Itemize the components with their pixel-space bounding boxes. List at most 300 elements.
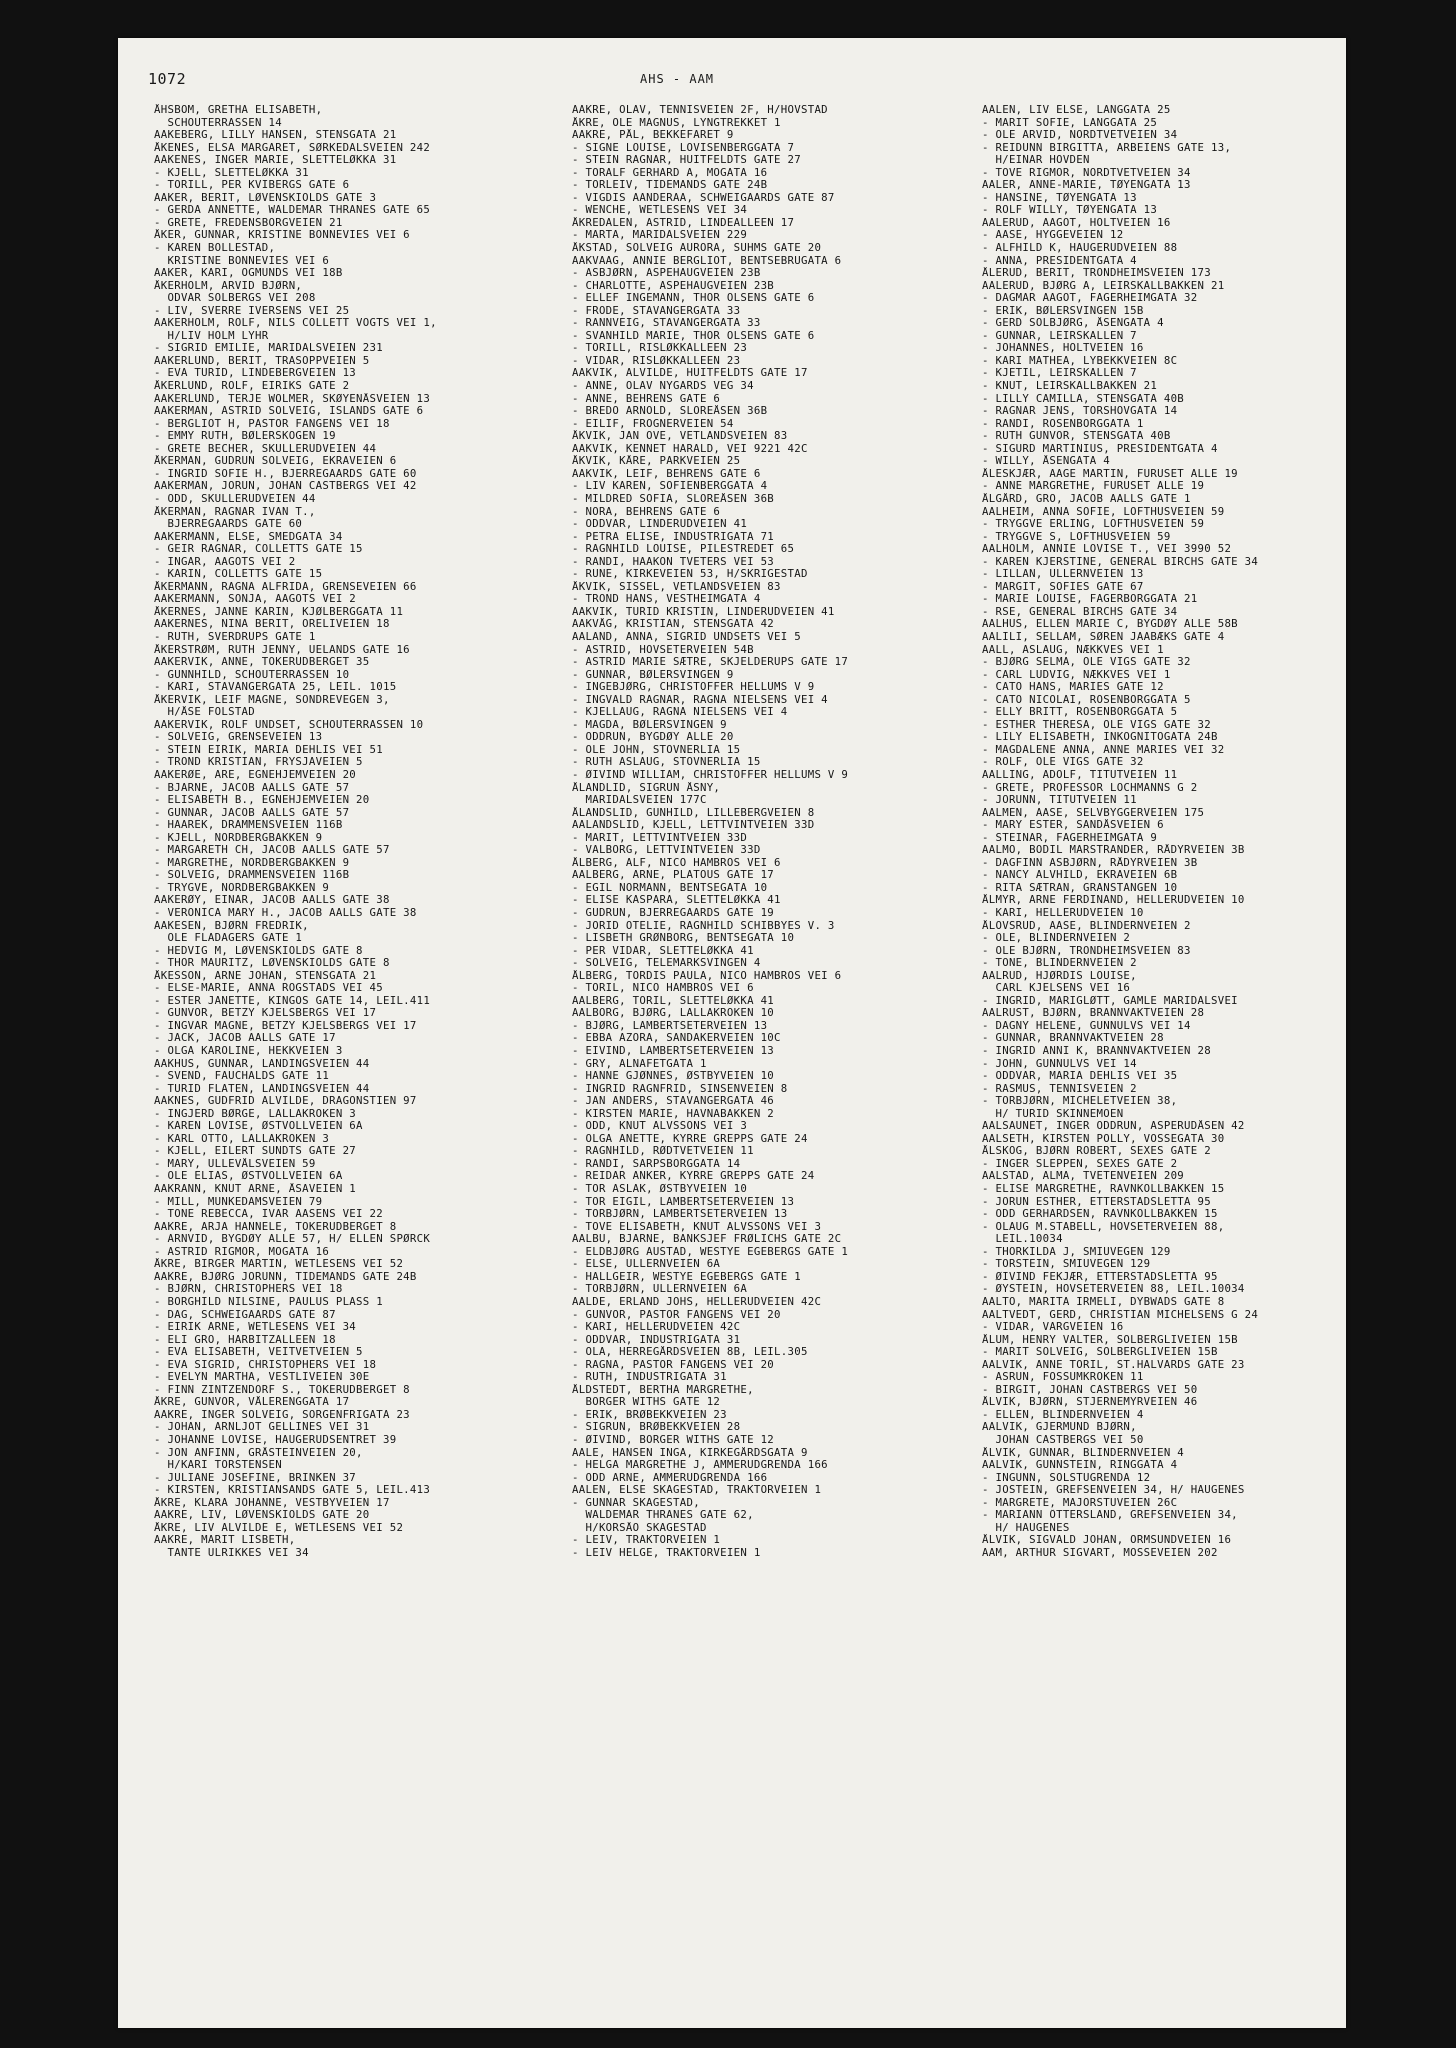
directory-entry: - AASE, HYGGEVEIEN 12 bbox=[982, 229, 1124, 242]
directory-entry: AALBU, BJARNE, BANKSJEF FRØLICHS GATE 2C bbox=[572, 1233, 842, 1246]
directory-entry: - KAREN LOVISE, ØSTVOLLVEIEN 6A bbox=[154, 1120, 363, 1133]
directory-entry: H/EINAR HOVDEN bbox=[982, 154, 1090, 167]
directory-entry: AALTVEDT, GERD, CHRISTIAN MICHELSENS G 24 bbox=[982, 1308, 1259, 1321]
directory-entry: - KJETIL, LEIRSKALLEN 7 bbox=[982, 367, 1137, 380]
directory-entry: ÅKRE, GUNVOR, VÅLERENGGATA 17 bbox=[154, 1396, 350, 1409]
directory-entry: - INGJERD BØRGE, LALLAKROKEN 3 bbox=[154, 1107, 357, 1120]
directory-entry: ÅKERMAN, GUDRUN SOLVEIG, EKRAVEIEN 6 bbox=[154, 455, 397, 468]
directory-entry: - PER VIDAR, SLETTELØKKA 41 bbox=[572, 944, 754, 957]
directory-entry: - VIGDIS AANDERAA, SCHWEIGAARDS GATE 87 bbox=[572, 191, 835, 204]
directory-entry: AAKHUS, GUNNAR, LANDINGSVEIEN 44 bbox=[154, 1057, 370, 1070]
directory-entry: - BJARNE, JACOB AALLS GATE 57 bbox=[154, 781, 350, 794]
directory-entry: ÅLVIK, GUNNAR, BLINDERNVEIEN 4 bbox=[982, 1446, 1185, 1459]
directory-entry: - FRODE, STAVANGERGATA 33 bbox=[572, 304, 741, 317]
directory-entry: AAKVÅG, KRISTIAN, STENSGATA 42 bbox=[572, 618, 775, 631]
directory-entry: - ELLY BRITT, ROSENBORGGATA 5 bbox=[982, 706, 1178, 719]
directory-entry: - ODDVAR, MARIA DEHLIS VEI 35 bbox=[982, 1070, 1178, 1083]
directory-entry: - RUNE, KIRKEVEIEN 53, H/SKRIGESTAD bbox=[572, 568, 808, 581]
directory-entry: ÅKERVIK, LEIF MAGNE, SONDREVEGEN 3, bbox=[154, 693, 390, 706]
directory-entry: ÅLERUD, BERIT, TRONDHEIMSVEIEN 173 bbox=[982, 267, 1211, 280]
directory-entry: - ANNE MARGRETHE, FURUSET ALLE 19 bbox=[982, 480, 1205, 493]
directory-entry: - TOR ASLAK, ØSTBYVEIEN 10 bbox=[572, 1183, 748, 1196]
directory-entry: - EVA TURID, LINDEBERGVEIEN 13 bbox=[154, 367, 357, 380]
directory-entry: - JOHN, GUNNULVS VEI 14 bbox=[982, 1057, 1137, 1070]
directory-entry: H/ TURID SKINNEMOEN bbox=[982, 1107, 1124, 1120]
directory-entry: AALBERG, TORIL, SLETTELØKKA 41 bbox=[572, 994, 775, 1007]
directory-entry: - ROLF, OLE VIGS GATE 32 bbox=[982, 756, 1144, 769]
directory-entry: AAKERØE, ARE, EGNEHJEMVEIEN 20 bbox=[154, 768, 357, 781]
directory-entry: - GRETE, FREDENSBORGVEIEN 21 bbox=[154, 216, 343, 229]
directory-entry: ÅLSKOG, BJØRN ROBERT, SEXES GATE 2 bbox=[982, 1145, 1211, 1158]
directory-entry: AALSETH, KIRSTEN POLLY, VOSSEGATA 30 bbox=[982, 1132, 1225, 1145]
directory-entry: - KNUT, LEIRSKALLBAKKEN 21 bbox=[982, 380, 1158, 393]
directory-entry: ÅKREDALEN, ASTRID, LINDEALLEEN 17 bbox=[572, 216, 795, 229]
directory-entry: - CHARLOTTE, ASPEHAUGVEIEN 23B bbox=[572, 279, 775, 292]
directory-entry: ÅKVIK, SISSEL, VETLANDSVEIEN 83 bbox=[572, 580, 781, 593]
directory-entry: ÅLVIK, SIGVALD JOHAN, ORMSUNDVEIEN 16 bbox=[982, 1534, 1232, 1547]
directory-entry: - TORILL, PER KVIBERGS GATE 6 bbox=[154, 179, 350, 192]
directory-entry: AAKRANN, KNUT ARNE, ÅSAVEIEN 1 bbox=[154, 1183, 357, 1196]
directory-entry: AAKVIK, TURID KRISTIN, LINDERUDVEIEN 41 bbox=[572, 605, 835, 618]
directory-entry: - DAGFINN ASBJØRN, RÅDYRVEIEN 3B bbox=[982, 856, 1198, 869]
directory-entry: AALTO, MARITA IRMELI, DYBWADS GATE 8 bbox=[982, 1295, 1225, 1308]
directory-entry: - TROND HANS, VESTHEIMGATA 4 bbox=[572, 593, 761, 606]
directory-entry: - VIDAR, VARGVEIEN 16 bbox=[982, 1321, 1124, 1334]
directory-entry: - TORIL, NICO HAMBROS VEI 6 bbox=[572, 982, 754, 995]
directory-entry: AALSAUNET, INGER ODDRUN, ASPERUDÅSEN 42 bbox=[982, 1120, 1245, 1133]
directory-entry: - KARI MATHEA, LYBEKKVEIEN 8C bbox=[982, 354, 1178, 367]
directory-entry: AALAND, ANNA, SIGRID UNDSETS VEI 5 bbox=[572, 630, 801, 643]
directory-entry: - RANDI, SARPSBORGGATA 14 bbox=[572, 1157, 741, 1170]
directory-entry: CARL KJELSENS VEI 16 bbox=[982, 982, 1131, 995]
directory-entry: - ANNE, BEHRENS GATE 6 bbox=[572, 392, 721, 405]
directory-entry: - ASRUN, FOSSUMKROKEN 11 bbox=[982, 1371, 1144, 1384]
directory-entry: - BREDO ARNOLD, SLOREÅSEN 36B bbox=[572, 405, 768, 418]
directory-entry: - RAGNHILD LOUISE, PILESTREDET 65 bbox=[572, 543, 795, 556]
directory-entry: - HANSINE, TØYENGATA 13 bbox=[982, 191, 1137, 204]
column-2 bbox=[572, 104, 972, 1559]
directory-entry: - KJELL, NORDBERGBAKKEN 9 bbox=[154, 831, 323, 844]
directory-entry: AAKEBERG, LILLY HANSEN, STENSGATA 21 bbox=[154, 129, 397, 142]
directory-entry: AAKVIK, KENNET HARALD, VEI 9221 42C bbox=[572, 442, 808, 455]
directory-entry: - INGRID, MARIGLØTT, GAMLE MARIDALSVEI bbox=[982, 994, 1238, 1007]
directory-entry: - MARY, ULLEVÅLSVEIEN 59 bbox=[154, 1157, 316, 1170]
directory-entry: - JOSTEIN, GREFSENVEIEN 34, H/ HAUGENES bbox=[982, 1484, 1245, 1497]
directory-entry: - SIGRUN, BRØBEKKVEIEN 28 bbox=[572, 1421, 741, 1434]
directory-entry: ÅLANDLID, SIGRUN ÅSNY, bbox=[572, 781, 721, 794]
directory-entry: ÅKRE, OLE MAGNUS, LYNGTREKKET 1 bbox=[572, 116, 781, 129]
directory-entry: - ELSE, ULLERNVEIEN 6A bbox=[572, 1258, 721, 1271]
directory-entry: AALHUS, ELLEN MARIE C, BYGDØY ALLE 58B bbox=[982, 618, 1238, 631]
directory-entry: - INGRID ANNI K, BRANNVAKTVEIEN 28 bbox=[982, 1045, 1211, 1058]
directory-entry: - RUTH, SVERDRUPS GATE 1 bbox=[154, 630, 316, 643]
directory-entry: - RITA SÆTRAN, GRANSTANGEN 10 bbox=[982, 881, 1178, 894]
directory-entry: LEIL.10034 bbox=[982, 1233, 1063, 1246]
directory-entry: - TONE, BLINDERNVEIEN 2 bbox=[982, 957, 1137, 970]
directory-entry: - GRETE, PROFESSOR LOCHMANNS G 2 bbox=[982, 781, 1198, 794]
directory-entry: AAKERVIK, ROLF UNDSET, SCHOUTERRASSEN 10 bbox=[154, 718, 424, 731]
directory-entry: AAKRE, ARJA HANNELE, TOKERUDBERGET 8 bbox=[154, 1220, 397, 1233]
directory-entry: AAKESEN, BJØRN FREDRIK, bbox=[154, 919, 309, 932]
directory-entry: - ELISE MARGRETHE, RAVNKOLLBAKKEN 15 bbox=[982, 1183, 1225, 1196]
directory-entry: - ASTRID MARIE SÆTRE, SKJELDERUPS GATE 17 bbox=[572, 656, 849, 669]
directory-entry: OLE FLADAGERS GATE 1 bbox=[154, 932, 303, 945]
directory-entry: - GEIR RAGNAR, COLLETTS GATE 15 bbox=[154, 543, 363, 556]
directory-entry: AALDE, ERLAND JOHS, HELLERUDVEIEN 42C bbox=[572, 1295, 822, 1308]
directory-entry: - GUDRUN, BJERREGAARDS GATE 19 bbox=[572, 907, 775, 919]
directory-entry: - ELDBJØRG AUSTAD, WESTYE EGEBERGS GATE 1 bbox=[572, 1245, 849, 1258]
directory-entry: - CATO HANS, MARIES GATE 12 bbox=[982, 681, 1164, 694]
directory-entry: AAKRE, PÅL, BEKKEFARET 9 bbox=[572, 129, 734, 142]
directory-entry: AAKERØY, EINAR, JACOB AALLS GATE 38 bbox=[154, 894, 390, 907]
directory-entry: - ODD, SKULLERUDVEIEN 44 bbox=[154, 492, 316, 505]
directory-entry: AAKER, KARI, OGMUNDS VEI 18B bbox=[154, 267, 343, 280]
directory-entry: ÅKERMANN, RAGNA ALFRIDA, GRENSEVEIEN 66 bbox=[154, 580, 417, 593]
directory-entry: - EILIF, FROGNERVEIEN 54 bbox=[572, 417, 734, 430]
directory-entry: AALE, HANSEN INGA, KIRKEGÅRDSGATA 9 bbox=[572, 1446, 808, 1459]
directory-entry: - RANDI, HAAKON TVETERS VEI 53 bbox=[572, 555, 775, 568]
directory-entry: - LIV, SVERRE IVERSENS VEI 25 bbox=[154, 304, 350, 317]
directory-entry: AALVIK, ANNE TORIL, ST.HALVARDS GATE 23 bbox=[982, 1358, 1245, 1371]
directory-entry: ÅLMYR, ARNE FERDINAND, HELLERUDVEIEN 10 bbox=[982, 894, 1245, 907]
directory-entry: AALEN, LIV ELSE, LANGGATA 25 bbox=[982, 104, 1171, 116]
directory-entry: H/ HAUGENES bbox=[982, 1521, 1070, 1534]
directory-entry: - EIVIND, LAMBERTSETERVEIEN 13 bbox=[572, 1045, 775, 1058]
directory-entry: - MARGIT, SOFIES GATE 67 bbox=[982, 580, 1144, 593]
directory-entry: - RAGNHILD, RØDTVETVEIEN 11 bbox=[572, 1145, 754, 1158]
directory-entry: - ESTHER THERESA, OLE VIGS GATE 32 bbox=[982, 718, 1211, 731]
directory-entry: - ODD, KNUT ALVSSONS VEI 3 bbox=[572, 1120, 748, 1133]
directory-entry: AALL, ASLAUG, NÆKKVES VEI 1 bbox=[982, 643, 1164, 656]
directory-entry: - KARL OTTO, LALLAKROKEN 3 bbox=[154, 1132, 330, 1145]
directory-entry: - TORSTEIN, SMIUVEGEN 129 bbox=[982, 1258, 1151, 1271]
directory-entry: - DAGNY HELENE, GUNNULVS VEI 14 bbox=[982, 1019, 1191, 1032]
directory-entry: - OLGA ANETTE, KYRRE GREPPS GATE 24 bbox=[572, 1132, 808, 1145]
directory-entry: AAKRE, LIV, LØVENSKIOLDS GATE 20 bbox=[154, 1509, 370, 1522]
directory-entry: ÅLGÅRD, GRO, JACOB AALLS GATE 1 bbox=[982, 492, 1191, 505]
directory-entry: AALLING, ADOLF, TITUTVEIEN 11 bbox=[982, 768, 1178, 781]
directory-entry: AAKERLUND, BERIT, TRASOPPVEIEN 5 bbox=[154, 354, 370, 367]
directory-entry: AAKENES, INGER MARIE, SLETTELØKKA 31 bbox=[154, 154, 397, 167]
directory-entry: - OLE ELIAS, ØSTVOLLVEIEN 6A bbox=[154, 1170, 343, 1183]
directory-entry: ÅKVIK, KÅRE, PARKVEIEN 25 bbox=[572, 455, 741, 468]
directory-entry: - ASBJØRN, ASPEHAUGVEIEN 23B bbox=[572, 267, 761, 280]
directory-entry: - BERGLIOT H, PASTOR FANGENS VEI 18 bbox=[154, 417, 390, 430]
directory-entry: AAKERMANN, SONJA, AAGOTS VEI 2 bbox=[154, 593, 357, 606]
directory-entry: AAKERHOLM, ROLF, NILS COLLETT VOGTS VEI 1, bbox=[154, 317, 437, 330]
directory-entry: - EVA SIGRID, CHRISTOPHERS VEI 18 bbox=[154, 1358, 377, 1371]
directory-entry: - STEIN RAGNAR, HUITFELDTS GATE 27 bbox=[572, 154, 801, 167]
directory-entry: - VERONICA MARY H., JACOB AALLS GATE 38 bbox=[154, 907, 417, 919]
directory-entry: - GUNVOR, BETZY KJELSBERGS VEI 17 bbox=[154, 1007, 377, 1020]
directory-entry: - STEIN EIRIK, MARIA DEHLIS VEI 51 bbox=[154, 743, 383, 756]
directory-entry: - LIV KAREN, SOFIENBERGGATA 4 bbox=[572, 480, 768, 493]
directory-entry: - LILY ELISABETH, INKOGNITOGATA 24B bbox=[982, 731, 1218, 744]
directory-entry: AALHEIM, ANNA SOFIE, LOFTHUSVEIEN 59 bbox=[982, 505, 1225, 518]
directory-entry: - TRYGGVE ERLING, LOFTHUSVEIEN 59 bbox=[982, 518, 1205, 531]
directory-entry: ÅKERNES, JANNE KARIN, KJØLBERGGATA 11 bbox=[154, 605, 404, 618]
directory-entry: - RANDI, ROSENBORGGATA 1 bbox=[982, 417, 1144, 430]
directory-entry: ÅLDSTEDT, BERTHA MARGRETHE, bbox=[572, 1383, 754, 1396]
directory-entry: - BJØRG, LAMBERTSETERVEIEN 13 bbox=[572, 1019, 768, 1032]
directory-entry: - GRETE BECHER, SKULLERUDVEIEN 44 bbox=[154, 442, 377, 455]
directory-entry: - BJØRN, CHRISTOPHERS VEI 18 bbox=[154, 1283, 343, 1296]
directory-entry: - MARGRETHE, NORDBERGBAKKEN 9 bbox=[154, 856, 350, 869]
directory-entry: ÅKRE, KLARA JOHANNE, VESTBYVEIEN 17 bbox=[154, 1496, 390, 1509]
directory-entry: - VALBORG, LETTVINTVEIEN 33D bbox=[572, 844, 761, 857]
directory-entry: - BJØRG SELMA, OLE VIGS GATE 32 bbox=[982, 656, 1191, 669]
directory-entry: - MILL, MUNKEDAMSVEIEN 79 bbox=[154, 1195, 323, 1208]
directory-entry: - ARNVID, BYGDØY ALLE 57, H/ ELLEN SPØRCK bbox=[154, 1233, 431, 1246]
directory-entry: - GUNNAR SKAGESTAD, bbox=[572, 1496, 700, 1509]
directory-entry: - ELISABETH B., EGNEHJEMVEIEN 20 bbox=[154, 794, 370, 807]
directory-entry: - KAREN KJERSTINE, GENERAL BIRCHS GATE 34 bbox=[982, 555, 1259, 568]
directory-entry: - ANNA, PRESIDENTGATA 4 bbox=[982, 254, 1137, 267]
directory-entry: ÅKESSON, ARNE JOHAN, STENSGATA 21 bbox=[154, 969, 377, 982]
directory-entry: - ANNE, OLAV NYGARDS VEG 34 bbox=[572, 380, 754, 393]
directory-entry: - MARY ESTER, SANDÅSVEIEN 6 bbox=[982, 819, 1164, 832]
directory-entry: - PETRA ELISE, INDUSTRIGATA 71 bbox=[572, 530, 775, 543]
directory-entry: - HANNE GJØNNES, ØSTBYVEIEN 10 bbox=[572, 1070, 775, 1083]
directory-entry: - LEIV, TRAKTORVEIEN 1 bbox=[572, 1534, 721, 1547]
directory-entry: AAKRE, INGER SOLVEIG, SORGENFRIGATA 23 bbox=[154, 1408, 410, 1421]
directory-entry: ÅKRE, LIV ALVILDE E, WETLESENS VEI 52 bbox=[154, 1521, 404, 1534]
directory-entry: ÅKENES, ELSA MARGARET, SØRKEDALSVEIEN 242 bbox=[154, 141, 431, 154]
directory-entry: - DAG, SCHWEIGAARDS GATE 87 bbox=[154, 1308, 336, 1321]
directory-entry: - MARIE LOUISE, FAGERBORGGATA 21 bbox=[982, 593, 1198, 606]
directory-entry: - WILLY, ÅSENGATA 4 bbox=[982, 455, 1110, 468]
directory-entry: - CARL LUDVIG, NÆKKVES VEI 1 bbox=[982, 668, 1171, 681]
directory-entry: - TORBJØRN, LAMBERTSETERVEIEN 13 bbox=[572, 1208, 788, 1221]
directory-entry: - ELSE-MARIE, ANNA ROGSTADS VEI 45 bbox=[154, 982, 383, 995]
directory-entry: - GUNNAR, LEIRSKALLEN 7 bbox=[982, 329, 1137, 342]
directory-entry: - ELLEN, BLINDERNVEIEN 4 bbox=[982, 1408, 1144, 1421]
directory-entry: - TROND KRISTIAN, FRYSJAVEIEN 5 bbox=[154, 756, 363, 769]
directory-entry: - ELISE KASPARA, SLETTELØKKA 41 bbox=[572, 894, 781, 907]
directory-entry: - OLAUG M.STABELL, HOVSETERVEIEN 88, bbox=[982, 1220, 1225, 1233]
directory-entry: AALER, ANNE-MARIE, TØYENGATA 13 bbox=[982, 179, 1191, 192]
directory-entry: - HEDVIG M, LØVENSKIOLDS GATE 8 bbox=[154, 944, 363, 957]
directory-entry: AALERUD, AAGOT, HOLTVEIEN 16 bbox=[982, 216, 1171, 229]
directory-entry: ÅLVIK, BJØRN, STJERNEMYRVEIEN 46 bbox=[982, 1396, 1198, 1409]
directory-entry: - SIGNE LOUISE, LOVISENBERGGATA 7 bbox=[572, 141, 795, 154]
directory-entry: - ODDVAR, INDUSTRIGATA 31 bbox=[572, 1333, 741, 1346]
directory-entry: AAKERMAN, ASTRID SOLVEIG, ISLANDS GATE 6 bbox=[154, 405, 424, 418]
directory-entry: AAKRE, MARIT LISBETH, bbox=[154, 1534, 296, 1547]
directory-entry: ÅKERSTRØM, RUTH JENNY, UELANDS GATE 16 bbox=[154, 643, 410, 656]
directory-entry: AALILI, SELLAM, SØREN JAABÆKS GATE 4 bbox=[982, 630, 1225, 643]
directory-entry: - OLE BJØRN, TRONDHEIMSVEIEN 83 bbox=[982, 944, 1191, 957]
directory-entry: AAKVAAG, ANNIE BERGLIOT, BENTSEBRUGATA 6 bbox=[572, 254, 842, 267]
directory-entry: AALRUD, HJØRDIS LOUISE, bbox=[982, 969, 1137, 982]
directory-entry: SCHOUTERRASSEN 14 bbox=[154, 116, 282, 129]
directory-entry: KRISTINE BONNEVIES VEI 6 bbox=[154, 254, 330, 267]
directory-entry: H/KARI TORSTENSEN bbox=[154, 1459, 282, 1472]
directory-entry: ÅKER, GUNNAR, KRISTINE BONNEVIES VEI 6 bbox=[154, 229, 410, 242]
directory-entry: - ØYSTEIN, HOVSETERVEIEN 88, LEIL.10034 bbox=[982, 1283, 1245, 1296]
directory-entry: ÅLOVSRUD, AASE, BLINDERNVEIEN 2 bbox=[982, 919, 1191, 932]
header-range: AHS - AAM bbox=[640, 72, 715, 86]
directory-entry: - ODD ARNE, AMMERUDGRENDA 166 bbox=[572, 1471, 768, 1484]
directory-entry: AALANDSLID, KJELL, LETTVINTVEIEN 33D bbox=[572, 819, 815, 832]
directory-entry: - BORGHILD NILSINE, PAULUS PLASS 1 bbox=[154, 1295, 383, 1308]
directory-entry: - TORILL, RISLØKKALLEEN 23 bbox=[572, 342, 748, 355]
directory-entry: - HAAREK, DRAMMENSVEIEN 116B bbox=[154, 819, 343, 832]
directory-entry: - HALLGEIR, WESTYE EGEBERGS GATE 1 bbox=[572, 1270, 801, 1283]
directory-entry: - OLE ARVID, NORDTVETVEIEN 34 bbox=[982, 129, 1178, 142]
directory-entry: ÅHSBOM, GRETHA ELISABETH, bbox=[154, 104, 323, 116]
directory-entry: - REIDAR ANKER, KYRRE GREPPS GATE 24 bbox=[572, 1170, 815, 1183]
directory-entry: - JAN ANDERS, STAVANGERGATA 46 bbox=[572, 1095, 775, 1108]
directory-entry: - KAREN BOLLESTAD, bbox=[154, 242, 276, 255]
directory-entry: - MAGDALENE ANNA, ANNE MARIES VEI 32 bbox=[982, 743, 1225, 756]
directory-entry: - MARGRETE, MAJORSTUVEIEN 26C bbox=[982, 1496, 1178, 1509]
directory-entry: BJERREGAARDS GATE 60 bbox=[154, 518, 303, 531]
directory-entry: - SIGURD MARTINIUS, PRESIDENTGATA 4 bbox=[982, 442, 1218, 455]
directory-entry: - MARIT SOFIE, LANGGATA 25 bbox=[982, 116, 1158, 129]
directory-entry: AALMO, BODIL MARSTRANDER, RÅDYRVEIEN 3B bbox=[982, 844, 1245, 857]
directory-entry: - RANNVEIG, STAVANGERGATA 33 bbox=[572, 317, 761, 330]
directory-entry: AAM, ARTHUR SIGVART, MOSSEVEIEN 202 bbox=[982, 1546, 1218, 1559]
column-3 bbox=[982, 104, 1342, 1559]
directory-entry: - INGER SLEPPEN, SEXES GATE 2 bbox=[982, 1157, 1178, 1170]
directory-entry: ÅLBERG, TORDIS PAULA, NICO HAMBROS VEI 6 bbox=[572, 969, 842, 982]
directory-entry: - ERIK, BRØBEKKVEIEN 23 bbox=[572, 1408, 727, 1421]
directory-entry: - OLGA KAROLINE, HEKKVEIEN 3 bbox=[154, 1045, 343, 1058]
directory-entry: AAKERVIK, ANNE, TOKERUDBERGET 35 bbox=[154, 656, 370, 669]
directory-entry: - INGEBJØRG, CHRISTOFFER HELLUMS V 9 bbox=[572, 681, 815, 694]
directory-entry: - HELGA MARGRETHE J, AMMERUDGRENDA 166 bbox=[572, 1459, 828, 1472]
directory-entry: AALVIK, GJERMUND BJØRN, bbox=[982, 1421, 1137, 1434]
directory-entry: AAKVIK, ALVILDE, HUITFELDTS GATE 17 bbox=[572, 367, 808, 380]
column-1 bbox=[154, 104, 554, 1559]
directory-entry: - GUNNAR, BØLERSVINGEN 9 bbox=[572, 668, 734, 681]
directory-entry: - CATO NICOLAI, ROSENBORGGATA 5 bbox=[982, 693, 1191, 706]
directory-entry: ÅKSTAD, SOLVEIG AURORA, SUHMS GATE 20 bbox=[572, 242, 822, 255]
directory-entry: AAKVIK, LEIF, BEHRENS GATE 6 bbox=[572, 467, 761, 480]
directory-entry: - ESTER JANETTE, KINGOS GATE 14, LEIL.411 bbox=[154, 994, 431, 1007]
directory-entry: - EBBA AZORA, SANDAKERVEIEN 10C bbox=[572, 1032, 781, 1045]
directory-entry: - JOHANNE LOVISE, HAUGERUDSENTRET 39 bbox=[154, 1433, 397, 1446]
directory-entry: - INGRID RAGNFRID, SINSENVEIEN 8 bbox=[572, 1082, 788, 1095]
directory-entry: - MARIT, LETTVINTVEIEN 33D bbox=[572, 831, 748, 844]
directory-entry: - EVELYN MARTHA, VESTLIVEIEN 30E bbox=[154, 1371, 370, 1384]
directory-entry: AAKRE, BJØRG JORUNN, TIDEMANDS GATE 24B bbox=[154, 1270, 417, 1283]
directory-entry: - NORA, BEHRENS GATE 6 bbox=[572, 505, 721, 518]
directory-entry: AALMEN, AASE, SELVBYGGERVEIEN 175 bbox=[982, 806, 1205, 819]
directory-entry: AALRUST, BJØRN, BRANNVAKTVEIEN 28 bbox=[982, 1007, 1205, 1020]
directory-entry: - TRYGGVE S, LOFTHUSVEIEN 59 bbox=[982, 530, 1171, 543]
directory-entry: - KIRSTEN, KRISTIANSANDS GATE 5, LEIL.413 bbox=[154, 1484, 431, 1497]
directory-entry: - OLE, BLINDERNVEIEN 2 bbox=[982, 932, 1131, 945]
directory-entry: - SVEND, FAUCHALDS GATE 11 bbox=[154, 1070, 330, 1083]
directory-entry: - KJELL, SLETTELØKKA 31 bbox=[154, 166, 309, 179]
directory-entry: AAKNES, GUDFRID ALVILDE, DRAGONSTIEN 97 bbox=[154, 1095, 417, 1108]
directory-entry: - REIDUNN BIRGITTA, ARBEIENS GATE 13, bbox=[982, 141, 1232, 154]
directory-entry: - SIGRID EMILIE, MARIDALSVEIEN 231 bbox=[154, 342, 383, 355]
directory-entry: ODVAR SOLBERGS VEI 208 bbox=[154, 292, 316, 305]
directory-entry: - ASTRID, HOVSETERVEIEN 54B bbox=[572, 643, 754, 656]
directory-entry: - THORKILDA J, SMIUVEGEN 129 bbox=[982, 1245, 1171, 1258]
directory-entry: - INGUNN, SOLSTUGRENDA 12 bbox=[982, 1471, 1151, 1484]
directory-entry: - JORUN ESTHER, ETTERSTADSLETTA 95 bbox=[982, 1195, 1211, 1208]
directory-entry: BORGER WITHS GATE 12 bbox=[572, 1396, 721, 1409]
directory-entry: - MILDRED SOFIA, SLOREÅSEN 36B bbox=[572, 492, 775, 505]
directory-entry: - SOLVEIG, TELEMARKSVINGEN 4 bbox=[572, 957, 761, 970]
directory-entry: - ALFHILD K, HAUGERUDVEIEN 88 bbox=[982, 242, 1178, 255]
directory-entry: - TOR EIGIL, LAMBERTSETERVEIEN 13 bbox=[572, 1195, 795, 1208]
directory-entry: - KARIN, COLLETTS GATE 15 bbox=[154, 568, 323, 581]
directory-entry: - ØIVIND WILLIAM, CHRISTOFFER HELLUMS V 9 bbox=[572, 768, 849, 781]
directory-entry: - RUTH ASLAUG, STOVNERLIA 15 bbox=[572, 756, 761, 769]
directory-entry: - RSE, GENERAL BIRCHS GATE 34 bbox=[982, 605, 1178, 618]
directory-entry: - ODDRUN, BYGDØY ALLE 20 bbox=[572, 731, 734, 744]
directory-entry: AALSTAD, ALMA, TVETENVEIEN 209 bbox=[982, 1170, 1185, 1183]
directory-entry: H/ÅSE FOLSTAD bbox=[154, 706, 256, 719]
directory-entry: - EIRIK ARNE, WETLESENS VEI 34 bbox=[154, 1321, 357, 1334]
directory-entry: - JULIANE JOSEFINE, BRINKEN 37 bbox=[154, 1471, 357, 1484]
directory-entry: AAKERMAN, JORUN, JOHAN CASTBERGS VEI 42 bbox=[154, 480, 417, 493]
directory-entry: TANTE ULRIKKES VEI 34 bbox=[154, 1546, 309, 1559]
directory-entry: JOHAN CASTBERGS VEI 50 bbox=[982, 1433, 1144, 1446]
directory-entry: - TRYGVE, NORDBERGBAKKEN 9 bbox=[154, 881, 330, 894]
directory-entry: - SOLVEIG, GRENSEVEIEN 13 bbox=[154, 731, 323, 744]
directory-entry: AAKERLUND, TERJE WOLMER, SKØYENÅSVEIEN 13 bbox=[154, 392, 431, 405]
directory-entry: - EGIL NORMANN, BENTSEGATA 10 bbox=[572, 881, 768, 894]
directory-entry: ÅKVIK, JAN OVE, VETLANDSVEIEN 83 bbox=[572, 430, 788, 443]
page-number: 1072 bbox=[148, 70, 187, 88]
directory-entry: - ASTRID RIGMOR, MOGATA 16 bbox=[154, 1245, 330, 1258]
directory-entry: - KARI, HELLERUDVEIEN 42C bbox=[572, 1321, 741, 1334]
directory-entry: - ØIVIND FEKJÆR, ETTERSTADSLETTA 95 bbox=[982, 1270, 1218, 1283]
directory-entry: - TORBJØRN, ULLERNVEIEN 6A bbox=[572, 1283, 748, 1296]
directory-entry: ÅKRE, BIRGER MARTIN, WETLESENS VEI 52 bbox=[154, 1258, 404, 1271]
directory-entry: - MARTA, MARIDALSVEIEN 229 bbox=[572, 229, 748, 242]
directory-entry: ÅLANDSLID, GUNHILD, LILLEBERGVEIEN 8 bbox=[572, 806, 815, 819]
directory-entry: - INGRID SOFIE H., BJERREGAARDS GATE 60 bbox=[154, 467, 417, 480]
directory-entry: - RUTH, INDUSTRIGATA 31 bbox=[572, 1371, 727, 1384]
directory-entry: - INGVAR MAGNE, BETZY KJELSBERGS VEI 17 bbox=[154, 1019, 417, 1032]
directory-entry: - TORALF GERHARD A, MOGATA 16 bbox=[572, 166, 768, 179]
directory-entry: - TOVE ELISABETH, KNUT ALVSSONS VEI 3 bbox=[572, 1220, 822, 1233]
directory-entry: H/KORSÅO SKAGESTAD bbox=[572, 1521, 707, 1534]
directory-entry: - VIDAR, RISLØKKALLEEN 23 bbox=[572, 354, 741, 367]
directory-entry: - GUNNAR, JACOB AALLS GATE 57 bbox=[154, 806, 350, 819]
directory-entry: - JACK, JACOB AALLS GATE 17 bbox=[154, 1032, 336, 1045]
directory-entry: - KJELL, EILERT SUNDTS GATE 27 bbox=[154, 1145, 357, 1158]
directory-entry: - OLA, HERREGÅRDSVEIEN 8B, LEIL.305 bbox=[572, 1346, 808, 1359]
directory-entry: - SVANHILD MARIE, THOR OLSENS GATE 6 bbox=[572, 329, 815, 342]
directory-entry: AAKRE, OLAV, TENNISVEIEN 2F, H/HOVSTAD bbox=[572, 104, 828, 116]
directory-entry: AALVIK, GUNNSTEIN, RINGGATA 4 bbox=[982, 1459, 1178, 1472]
directory-entry: - NANCY ALVHILD, EKRAVEIEN 6B bbox=[982, 869, 1178, 882]
directory-entry: MARIDALSVEIEN 177C bbox=[572, 794, 707, 807]
directory-entry: - JORUNN, TITUTVEIEN 11 bbox=[982, 794, 1137, 807]
directory-entry: ÅLUM, HENRY VALTER, SOLBERGLIVEIEN 15B bbox=[982, 1333, 1238, 1346]
directory-entry: - GERDA ANNETTE, WALDEMAR THRANES GATE 65 bbox=[154, 204, 431, 217]
directory-entry: - TURID FLATEN, LANDINGSVEIEN 44 bbox=[154, 1082, 370, 1095]
directory-entry: - JON ANFINN, GRÅSTEINVEIEN 20, bbox=[154, 1446, 363, 1459]
directory-entry: - EMMY RUTH, BØLERSKOGEN 19 bbox=[154, 430, 336, 443]
directory-entry: - GUNVOR, PASTOR FANGENS VEI 20 bbox=[572, 1308, 781, 1321]
directory-entry: - ODD GERHARDSEN, RAVNKOLLBAKKEN 15 bbox=[982, 1208, 1218, 1221]
directory-entry: - ØIVIND, BORGER WITHS GATE 12 bbox=[572, 1433, 775, 1446]
directory-entry: ÅLBERG, ALF, NICO HAMBROS VEI 6 bbox=[572, 856, 781, 869]
directory-entry: - MAGDA, BØLERSVINGEN 9 bbox=[572, 718, 727, 731]
directory-entry: ÅKERMAN, RAGNAR IVAN T., bbox=[154, 505, 316, 518]
directory-entry: ÅLESKJÆR, AAGE MARTIN, FURUSET ALLE 19 bbox=[982, 467, 1238, 480]
directory-entry: - KARI, HELLERUDVEIEN 10 bbox=[982, 907, 1144, 919]
